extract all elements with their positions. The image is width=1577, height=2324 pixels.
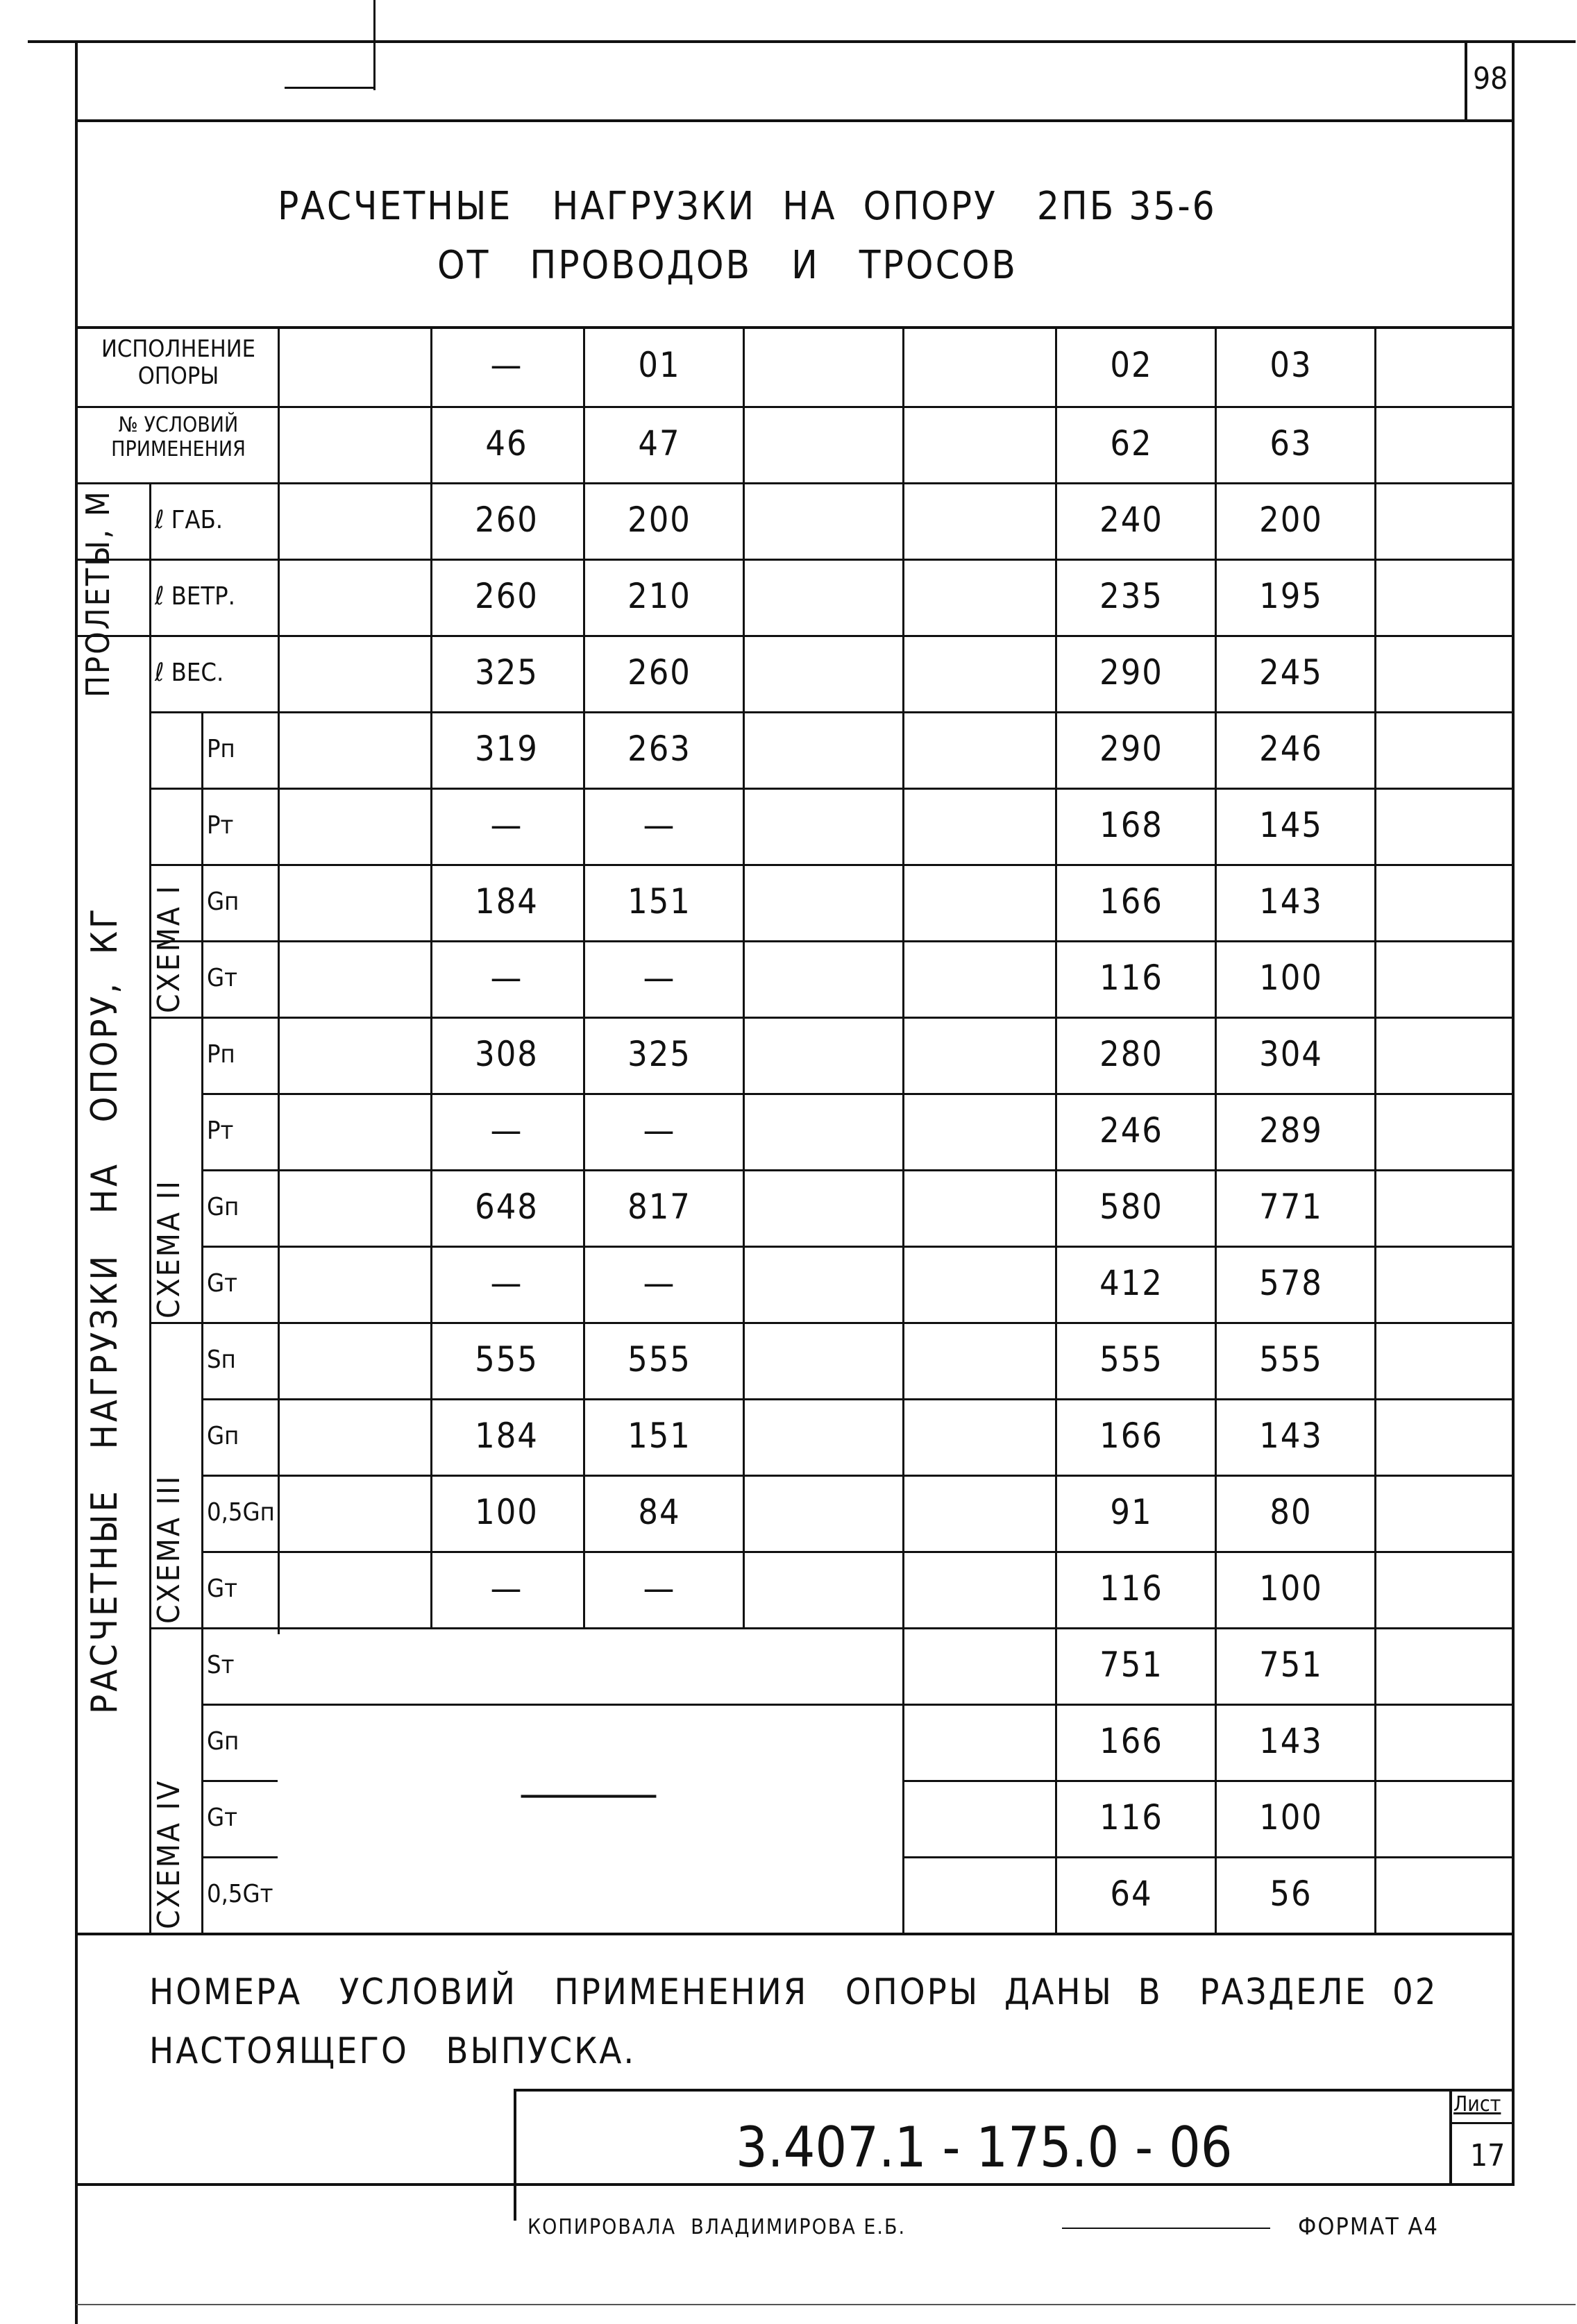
- scheme2-value-cell: —: [643, 1110, 676, 1151]
- span-value-cell: 260: [475, 500, 539, 540]
- col-line: [1374, 326, 1376, 1933]
- row-line: [902, 1856, 1515, 1858]
- scheme2-value-cell: 325: [627, 1034, 691, 1074]
- scheme3-row-label: Sп: [207, 1345, 236, 1374]
- scheme3-row-label: Gт: [207, 1574, 237, 1603]
- scheme1-value-cell: 166: [1099, 881, 1163, 922]
- scheme1-value-cell: 290: [1099, 729, 1163, 769]
- execution-cell: —: [490, 345, 523, 385]
- scheme2-value-cell: 289: [1259, 1110, 1323, 1151]
- footer-lower-line: [76, 2304, 1576, 2305]
- scheme2-value-cell: 280: [1099, 1034, 1163, 1074]
- span-value-cell: 200: [627, 500, 691, 540]
- scheme3-value-cell: 91: [1110, 1492, 1153, 1532]
- execution-cell: 03: [1270, 345, 1313, 385]
- scheme3-value-cell: 555: [1099, 1339, 1163, 1380]
- scheme3-value-cell: 80: [1270, 1492, 1313, 1532]
- scheme2-value-cell: 246: [1099, 1110, 1163, 1151]
- format-label: ФОРМАТ А4: [1298, 2213, 1439, 2241]
- scheme2-value-cell: —: [643, 1263, 676, 1303]
- scheme1-row-label: Gп: [207, 887, 239, 916]
- scheme4-value-cell: 751: [1099, 1645, 1163, 1685]
- scheme1-value-cell: 184: [475, 881, 539, 922]
- scheme2-value-cell: 412: [1099, 1263, 1163, 1303]
- scheme2-value-cell: 817: [627, 1187, 691, 1227]
- scheme3-value-cell: 166: [1099, 1416, 1163, 1456]
- scheme2-row-label: Pт: [207, 1116, 234, 1145]
- span-row-label: ℓ ВЕС.: [155, 658, 224, 687]
- scheme1-value-cell: 151: [627, 881, 691, 922]
- scheme1-value-cell: —: [643, 958, 676, 998]
- scheme1-row-label: Pт: [207, 811, 234, 840]
- condition-cell: 63: [1270, 423, 1313, 464]
- scheme2-value-cell: 771: [1259, 1187, 1323, 1227]
- scheme3-value-cell: 555: [627, 1339, 691, 1380]
- span-value-cell: 290: [1099, 652, 1163, 693]
- group-label-loads: РАСЧЕТНЫЕ НАГРУЗКИ НА ОПОРУ, КГ: [84, 906, 126, 1714]
- note-line-1: НОМЕРА УСЛОВИЙ ПРИМЕНЕНИЯ ОПОРЫ ДАНЫ В РАЗДЕЛЕ 02: [149, 1971, 1438, 2013]
- scheme1-row-label: Gт: [207, 963, 237, 992]
- span-row-label: ℓ ГАБ.: [155, 505, 224, 534]
- scheme4-value-cell: 56: [1270, 1874, 1313, 1914]
- scheme3-value-cell: —: [490, 1568, 523, 1609]
- stamp-sheet-sep: [1449, 2122, 1515, 2124]
- document-code: 3.407.1 - 175.0 - 06: [736, 2115, 1233, 2180]
- scheme2-value-cell: —: [490, 1110, 523, 1151]
- condition-label: № УСЛОВИЙ ПРИМЕНЕНИЯ: [111, 413, 246, 461]
- span-value-cell: 240: [1099, 500, 1163, 540]
- sheet-number: 98: [1473, 61, 1508, 96]
- span-value-cell: 245: [1259, 652, 1323, 693]
- title-line-1: РАСЧЕТНЫЕ НАГРУЗКИ НА ОПОРУ 2ПБ 35-6: [278, 184, 1217, 229]
- scheme1-value-cell: 145: [1259, 805, 1323, 845]
- scheme4-value-cell: 166: [1099, 1721, 1163, 1761]
- execution-label: ИСПОЛНЕНИЕ ОПОРЫ: [101, 335, 255, 391]
- scheme2-row-label: Pп: [207, 1040, 235, 1069]
- scheme4-row-label: 0,5Gт: [207, 1879, 273, 1908]
- scheme-2-label: СХЕМА II: [151, 1179, 187, 1318]
- scheme1-value-cell: 319: [475, 729, 539, 769]
- scheme4-value-cell: 116: [1099, 1797, 1163, 1838]
- title-line-2: ОТ ПРОВОДОВ И ТРОСОВ: [437, 243, 1018, 288]
- scheme1-value-cell: —: [490, 805, 523, 845]
- condition-cell: 46: [485, 423, 528, 464]
- scheme1-value-cell: 263: [627, 729, 691, 769]
- scheme3-value-cell: 143: [1259, 1416, 1323, 1456]
- scheme4-row-label: Gт: [207, 1803, 237, 1832]
- stamp-sheet-divider: [1449, 2089, 1452, 2186]
- scheme4-row-label: Sт: [207, 1650, 235, 1679]
- span-row-label: ℓ ВЕТР.: [155, 582, 235, 611]
- scheme3-value-cell: 100: [1259, 1568, 1323, 1609]
- scheme3-value-cell: 84: [638, 1492, 681, 1532]
- scheme1-value-cell: 100: [1259, 958, 1323, 998]
- copied-by: КОПИРОВАЛА ВЛАДИМИРОВА Е.Б.: [528, 2215, 906, 2239]
- scheme1-value-cell: 246: [1259, 729, 1323, 769]
- scheme4-value-cell: 751: [1259, 1645, 1323, 1685]
- scheme3-row-label: 0,5Gп: [207, 1498, 275, 1527]
- span-value-cell: 260: [627, 652, 691, 693]
- scheme2-row-label: Gт: [207, 1269, 237, 1298]
- table-bottom-line: [75, 1933, 1515, 1935]
- scheme2-value-cell: 578: [1259, 1263, 1323, 1303]
- scheme1-row-label: Pп: [207, 734, 235, 763]
- sheet-label: Лист: [1453, 2092, 1501, 2117]
- scheme2-value-cell: 308: [475, 1034, 539, 1074]
- stamp-left-line: [514, 2089, 516, 2221]
- scheme3-value-cell: 116: [1099, 1568, 1163, 1609]
- scheme3-value-cell: 555: [475, 1339, 539, 1380]
- scheme2-value-cell: 304: [1259, 1034, 1323, 1074]
- span-value-cell: 235: [1099, 576, 1163, 616]
- scheme3-value-cell: 100: [475, 1492, 539, 1532]
- scheme2-value-cell: 648: [475, 1187, 539, 1227]
- scheme3-row-label: Gп: [207, 1421, 239, 1450]
- scheme1-value-cell: —: [643, 805, 676, 845]
- scheme-4-label: СХЕМА IV: [151, 1779, 187, 1929]
- col-line: [201, 711, 203, 1933]
- span-value-cell: 325: [475, 652, 539, 693]
- scheme1-value-cell: 143: [1259, 881, 1323, 922]
- scheme4-value-cell: 100: [1259, 1797, 1323, 1838]
- col-line: [743, 326, 745, 1627]
- group-label-spans: ПРОЛЕТЫ, М: [79, 489, 117, 697]
- row-line: [902, 1780, 1515, 1782]
- span-value-cell: 200: [1259, 500, 1323, 540]
- span-value-cell: 260: [475, 576, 539, 616]
- span-value-cell: 210: [627, 576, 691, 616]
- scheme3-value-cell: —: [643, 1568, 676, 1609]
- scheme4-value-cell: 143: [1259, 1721, 1323, 1761]
- scheme1-value-cell: —: [490, 958, 523, 998]
- scheme2-value-cell: 580: [1099, 1187, 1163, 1227]
- scheme3-value-cell: 184: [475, 1416, 539, 1456]
- scheme3-value-cell: 151: [627, 1416, 691, 1456]
- scheme3-value-cell: 555: [1259, 1339, 1323, 1380]
- note-line-2: НАСТОЯЩЕГО ВЫПУСКА.: [149, 2030, 636, 2072]
- scheme2-row-label: Gп: [207, 1192, 239, 1221]
- scheme1-value-cell: 116: [1099, 958, 1163, 998]
- scheme1-value-cell: 168: [1099, 805, 1163, 845]
- sheet-value: 17: [1470, 2138, 1506, 2173]
- scheme-1-label: СХЕМА I: [151, 883, 187, 1013]
- scheme-3-label: СХЕМА III: [151, 1474, 187, 1624]
- scheme4-value-cell: 64: [1110, 1874, 1153, 1914]
- stamp-bottom-line: [75, 2183, 1515, 2186]
- span-value-cell: 195: [1259, 576, 1323, 616]
- scheme4-placeholder-dash: —: [514, 1770, 664, 1818]
- scheme4-row-label: Gп: [207, 1727, 239, 1756]
- scheme2-value-cell: —: [490, 1263, 523, 1303]
- condition-cell: 62: [1110, 423, 1153, 464]
- col-line: [902, 326, 904, 1933]
- execution-cell: 01: [638, 345, 681, 385]
- stamp-top-line: [514, 2089, 1515, 2092]
- format-dash-left: [1062, 2228, 1270, 2229]
- execution-cell: 02: [1110, 345, 1153, 385]
- condition-cell: 47: [638, 423, 681, 464]
